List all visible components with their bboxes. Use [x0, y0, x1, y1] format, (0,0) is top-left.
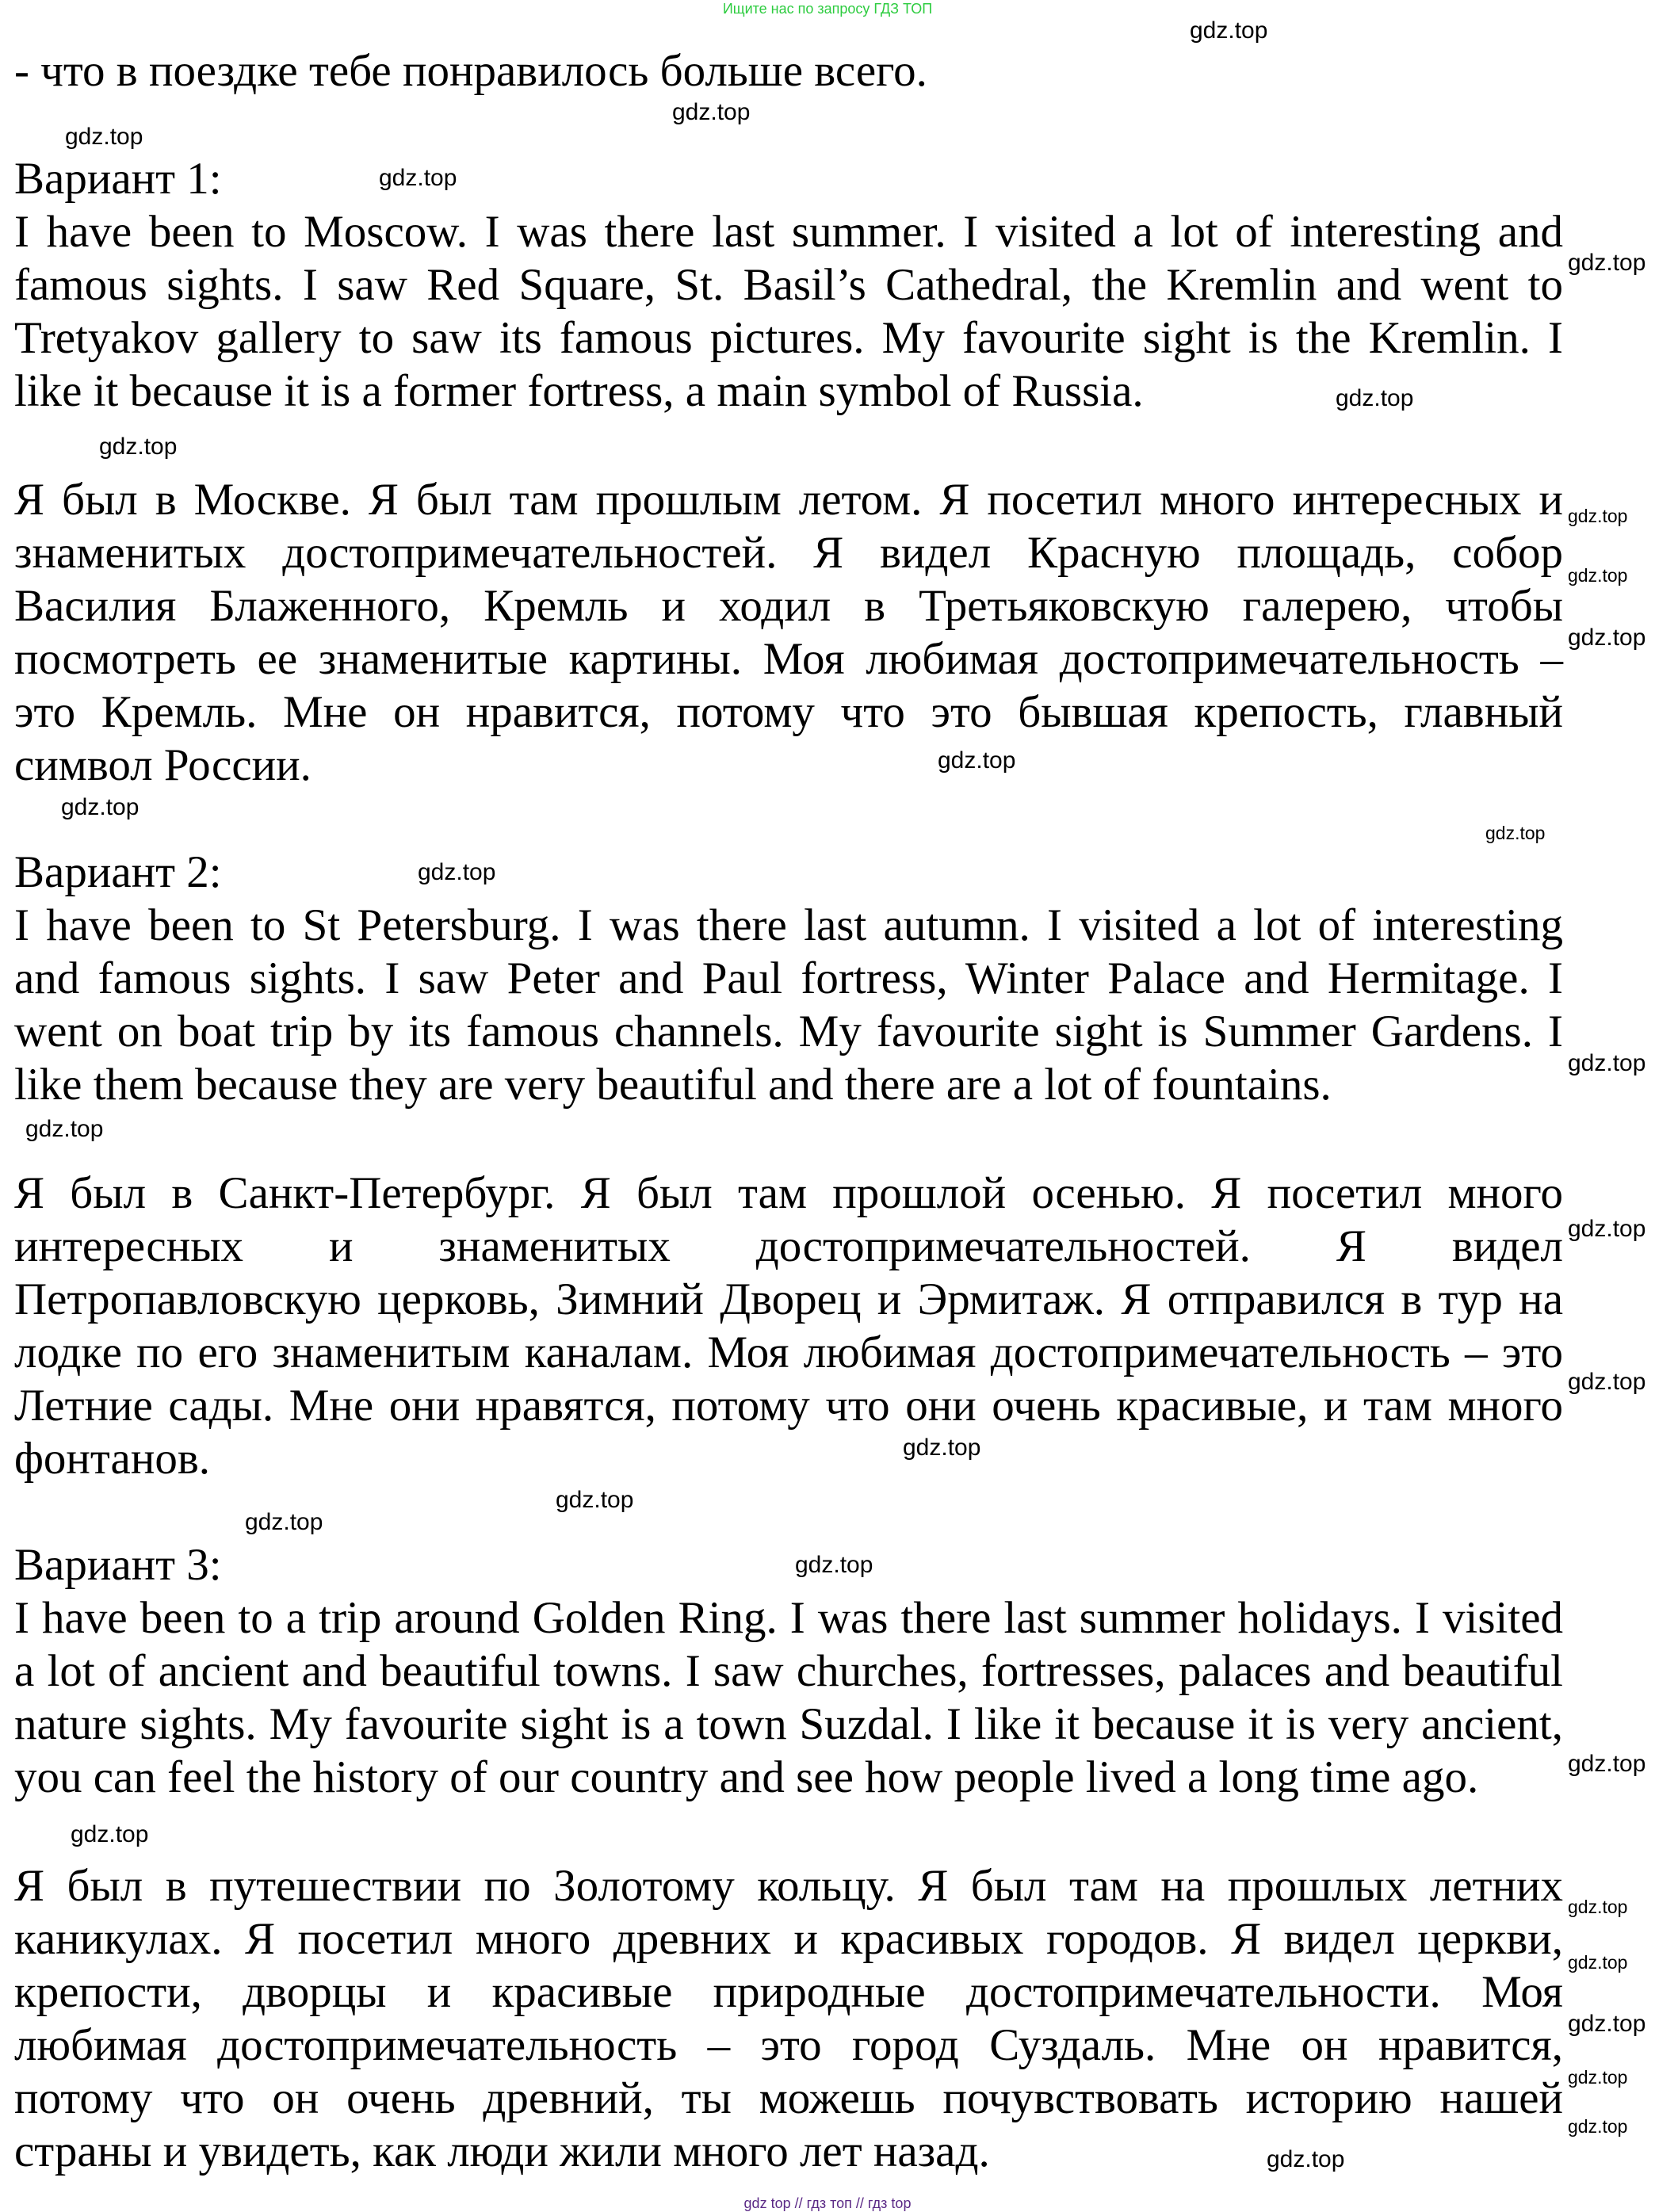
watermark: gdz.top: [99, 434, 178, 460]
watermark: gdz.top: [1568, 2116, 1628, 2137]
intro-paragraph: [14, 44, 1563, 97]
text-line: famous sights. I saw Red Square, St. Basil’s Cathedral, the Kremlin and went to: [14, 260, 1563, 310]
variant-3-english: [14, 1538, 1563, 1804]
text-line: like it because it is a former fortress, a main symbol of Russia.: [14, 366, 1144, 416]
text-line: went on boat trip by its famous channels. My favourite sight is Summer Gardens. I: [14, 1007, 1563, 1056]
watermark: gdz.top: [71, 1821, 149, 1847]
text-line: you can feel the history of our country and see how people lived a long time ago.: [14, 1752, 1479, 1802]
header-note: Ищите нас по запросу ГДЗ ТОП: [722, 1, 933, 17]
watermark: gdz.top: [418, 859, 496, 885]
watermark: gdz.top: [1568, 625, 1646, 651]
variant-3-russian: [14, 1859, 1563, 2178]
watermark: gdz.top: [556, 1487, 634, 1513]
variant-title: Вариант 3:: [14, 1540, 222, 1590]
watermark: gdz.top: [1190, 17, 1268, 44]
watermark: gdz.top: [1568, 1216, 1646, 1242]
text-line: - что в поездке тебе понравилось больше всего.: [14, 46, 927, 96]
text-line: любимая достопримечательность – это город Суздаль. Мне он нравится,: [14, 2020, 1563, 2070]
footer-note: gdz top // гдз топ // гдз top: [743, 2195, 912, 2211]
variant-1-english: [14, 152, 1563, 418]
text-line: nature sights. My favourite sight is a town Suzdal. I like it because it is very ancient,: [14, 1699, 1563, 1749]
text-line: крепости, дворцы и красивые природные достопримечательности. Моя: [14, 1967, 1563, 2017]
text-line: страны и увидеть, как люди жили много лет назад.: [14, 2126, 990, 2176]
watermark: gdz.top: [1568, 250, 1646, 276]
variant-2-english: [14, 846, 1563, 1111]
text-line: посмотреть ее знаменитые картины. Моя любимая достопримечательность –: [14, 634, 1563, 684]
text-line: это Кремль. Мне он нравится, потому что это бывшая крепость, главный: [14, 687, 1563, 737]
text-line: I have been to Moscow. I was there last summer. I visited a lot of interesting and: [14, 207, 1563, 257]
variant-1-russian: [14, 473, 1563, 792]
watermark: gdz.top: [65, 124, 143, 150]
watermark: gdz.top: [61, 794, 140, 820]
watermark: gdz.top: [1568, 1050, 1646, 1076]
text-line: знаменитых достопримечательностей. Я видел Красную площадь, собор: [14, 528, 1563, 578]
variant-title: Вариант 2:: [14, 847, 222, 897]
text-line: потому что он очень древний, ты можешь почувствовать историю нашей: [14, 2073, 1563, 2123]
text-line: and famous sights. I saw Peter and Paul fortress, Winter Palace and Hermitage. I: [14, 953, 1563, 1003]
watermark: gdz.top: [245, 1509, 323, 1535]
watermark: gdz.top: [1485, 823, 1546, 843]
variant-title: Вариант 1:: [14, 154, 222, 204]
watermark: gdz.top: [1568, 1369, 1646, 1395]
watermark: gdz.top: [672, 99, 751, 125]
watermark: gdz.top: [1568, 565, 1628, 586]
text-line: Tretyakov gallery to saw its famous pictures. My favourite sight is the Kremlin. I: [14, 313, 1563, 363]
text-line: Я был в Санкт-Петербург. Я был там прошлой осенью. Я посетил много: [14, 1168, 1563, 1218]
text-line: like them because they are very beautiful and there are a lot of fountains.: [14, 1060, 1332, 1110]
watermark: gdz.top: [795, 1552, 873, 1578]
text-line: каникулах. Я посетил много древних и красивых городов. Я видел церкви,: [14, 1914, 1563, 1964]
text-line: Летние сады. Мне они нравятся, потому что они очень красивые, и там много: [14, 1381, 1563, 1431]
text-line: интересных и знаменитых достопримечательностей. Я видел: [14, 1221, 1563, 1271]
watermark: gdz.top: [379, 165, 457, 191]
text-line: a lot of ancient and beautiful towns. I saw churches, fortresses, palaces and beautiful: [14, 1646, 1563, 1696]
watermark: gdz.top: [1336, 385, 1414, 411]
text-line: Я был в путешествии по Золотому кольцу. Я был там на прошлых летних: [14, 1861, 1563, 1911]
text-line: Я был в Москве. Я был там прошлым летом. Я посетил много интересных и: [14, 475, 1563, 525]
watermark: gdz.top: [1568, 1897, 1628, 1917]
watermark: gdz.top: [25, 1116, 104, 1142]
text-line: фонтанов.: [14, 1434, 211, 1484]
text-line: Василия Блаженного, Кремль и ходил в Третьяковскую галерею, чтобы: [14, 581, 1563, 631]
text-line: Петропавловскую церковь, Зимний Дворец и Эрмитаж. Я отправился в тур на: [14, 1274, 1563, 1324]
text-line: I have been to a trip around Golden Ring. I was there last summer holidays. I visited: [14, 1593, 1563, 1643]
watermark: gdz.top: [1568, 1952, 1628, 1973]
watermark: gdz.top: [1568, 506, 1628, 526]
watermark: gdz.top: [1267, 2146, 1345, 2172]
watermark: gdz.top: [938, 747, 1016, 774]
watermark: gdz.top: [1568, 2067, 1628, 2088]
text-line: символ России.: [14, 740, 312, 790]
variant-2-russian: [14, 1167, 1563, 1485]
text-line: I have been to St Petersburg. I was there last autumn. I visited a lot of interesting: [14, 900, 1563, 950]
watermark: gdz.top: [1568, 2011, 1646, 2037]
watermark: gdz.top: [903, 1435, 981, 1461]
text-line: лодке по его знаменитым каналам. Моя любимая достопримечательность – это: [14, 1328, 1563, 1377]
watermark: gdz.top: [1568, 1751, 1646, 1777]
